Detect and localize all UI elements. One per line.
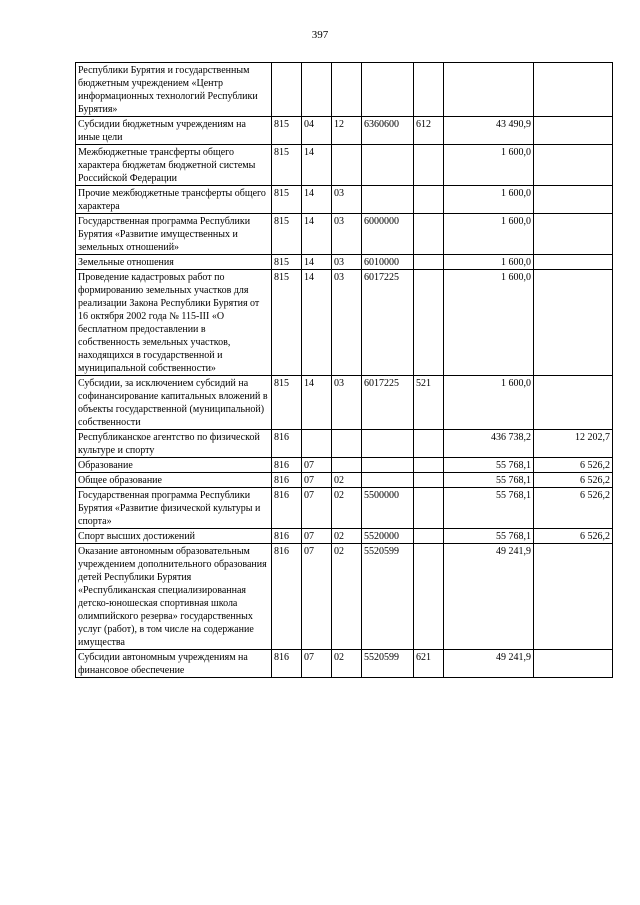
table-row [76, 145, 613, 186]
row-amount: 1 600,0 [444, 255, 534, 270]
row-expense-code: 521 [414, 376, 444, 430]
row-amount: 1 600,0 [444, 270, 534, 376]
row-target-code: 6017225 [362, 270, 414, 376]
row-ministry-code: 816 [272, 650, 302, 678]
row-amount: 55 768,1 [444, 458, 534, 473]
row-amount-2: 6 526,2 [534, 488, 613, 529]
row-amount: 55 768,1 [444, 473, 534, 488]
row-amount: 436 738,2 [444, 430, 534, 458]
row-subsection-code [332, 430, 362, 458]
row-amount: 55 768,1 [444, 529, 534, 544]
row-amount: 49 241,9 [444, 544, 534, 650]
row-ministry-code: 816 [272, 473, 302, 488]
row-subsection-code: 02 [332, 529, 362, 544]
table-row [76, 63, 613, 117]
table-row [76, 186, 613, 214]
row-subsection-code: 03 [332, 214, 362, 255]
row-amount: 49 241,9 [444, 650, 534, 678]
row-subsection-code: 02 [332, 544, 362, 650]
row-subsection-code: 12 [332, 117, 362, 145]
row-section-code: 04 [302, 117, 332, 145]
row-target-code: 5520599 [362, 544, 414, 650]
table-row [76, 473, 613, 488]
row-amount-2: 6 526,2 [534, 473, 613, 488]
table-row [76, 529, 613, 544]
row-section-code: 14 [302, 186, 332, 214]
row-amount: 55 768,1 [444, 488, 534, 529]
row-name: Субсидии бюджетным учреждениям на иные цели [76, 117, 272, 145]
row-expense-code [414, 214, 444, 255]
row-name: Субсидии, за исключением субсидий на софинансирование капитальных вложений в объекты государственной (муниципальной) собственности [76, 376, 272, 430]
row-target-code: 6000000 [362, 214, 414, 255]
row-section-code: 07 [302, 544, 332, 650]
row-name: Проведение кадастровых работ по формированию земельных участков для реализации Закона Республики Бурятия от 16 октября 2002 года № 115-III «О бесплатном предоставлении в собственность земельных участков, находящихся в государственной и муниципальной собственности» [76, 270, 272, 376]
row-name: Прочие межбюджетные трансферты общего характера [76, 186, 272, 214]
row-name: Государственная программа Республики Бурятия «Развитие имущественных и земельных отношений» [76, 214, 272, 255]
row-expense-code [414, 529, 444, 544]
row-amount-2 [534, 255, 613, 270]
row-section-code: 07 [302, 650, 332, 678]
row-target-code [362, 430, 414, 458]
row-target-code: 5520000 [362, 529, 414, 544]
row-ministry-code: 815 [272, 270, 302, 376]
page-number: 397 [311, 29, 329, 41]
row-amount-2 [534, 650, 613, 678]
row-amount-2: 6 526,2 [534, 458, 613, 473]
row-ministry-code: 815 [272, 186, 302, 214]
row-ministry-code: 816 [272, 430, 302, 458]
table-row [76, 376, 613, 430]
row-amount-2 [534, 270, 613, 376]
row-name: Оказание автономным образовательным учреждением дополнительного образования детей Республики Бурятия «Республиканская специализированная детско-юношеская спортивная школа олимпийского резерва» государственных услуг (работ), в том числе на содержание имущества [76, 544, 272, 650]
row-amount-2 [534, 214, 613, 255]
row-amount: 43 490,9 [444, 117, 534, 145]
row-subsection-code: 02 [332, 488, 362, 529]
row-expense-code [414, 473, 444, 488]
row-subsection-code: 03 [332, 255, 362, 270]
row-expense-code [414, 544, 444, 650]
row-target-code [362, 458, 414, 473]
row-target-code [362, 145, 414, 186]
row-section-code: 07 [302, 488, 332, 529]
row-expense-code [414, 63, 444, 117]
row-expense-code [414, 458, 444, 473]
table-row [76, 430, 613, 458]
row-amount [444, 63, 534, 117]
row-name: Земельные отношения [76, 255, 272, 270]
row-name: Республиканское агентство по физической культуре и спорту [76, 430, 272, 458]
row-ministry-code: 815 [272, 145, 302, 186]
row-expense-code: 612 [414, 117, 444, 145]
row-ministry-code: 815 [272, 214, 302, 255]
row-ministry-code: 815 [272, 117, 302, 145]
row-name: Республики Бурятия и государственным бюджетным учреждением «Центр информационных технологий Республики Бурятия» [76, 63, 272, 117]
row-amount-2 [534, 63, 613, 117]
row-amount-2 [534, 544, 613, 650]
row-ministry-code: 816 [272, 488, 302, 529]
row-name: Межбюджетные трансферты общего характера бюджетам бюджетной системы Российской Федерации [76, 145, 272, 186]
table-row [76, 544, 613, 650]
row-section-code: 07 [302, 473, 332, 488]
row-amount-2: 6 526,2 [534, 529, 613, 544]
row-target-code [362, 186, 414, 214]
row-ministry-code: 815 [272, 376, 302, 430]
row-amount: 1 600,0 [444, 186, 534, 214]
row-section-code: 14 [302, 214, 332, 255]
row-amount-2 [534, 186, 613, 214]
row-subsection-code [332, 63, 362, 117]
row-ministry-code: 815 [272, 255, 302, 270]
row-target-code: 5520599 [362, 650, 414, 678]
row-ministry-code: 816 [272, 544, 302, 650]
row-expense-code [414, 488, 444, 529]
row-section-code: 14 [302, 270, 332, 376]
row-subsection-code: 03 [332, 376, 362, 430]
row-ministry-code: 816 [272, 529, 302, 544]
row-expense-code [414, 186, 444, 214]
row-subsection-code: 02 [332, 473, 362, 488]
row-target-code: 6010000 [362, 255, 414, 270]
row-amount: 1 600,0 [444, 376, 534, 430]
row-subsection-code [332, 145, 362, 186]
row-ministry-code: 816 [272, 458, 302, 473]
row-section-code: 07 [302, 458, 332, 473]
row-expense-code [414, 430, 444, 458]
table-row [76, 214, 613, 255]
row-subsection-code [332, 458, 362, 473]
row-target-code [362, 63, 414, 117]
row-amount: 1 600,0 [444, 145, 534, 186]
row-section-code [302, 430, 332, 458]
row-section-code: 14 [302, 255, 332, 270]
row-name: Субсидии автономным учреждениям на финансовое обеспечение [76, 650, 272, 678]
row-amount-2 [534, 376, 613, 430]
row-name: Общее образование [76, 473, 272, 488]
row-ministry-code [272, 63, 302, 117]
row-expense-code [414, 270, 444, 376]
row-name: Образование [76, 458, 272, 473]
row-name: Государственная программа Республики Бурятия «Развитие физической культуры и спорта» [76, 488, 272, 529]
table-row [76, 650, 613, 678]
row-target-code: 6360600 [362, 117, 414, 145]
table-row [76, 270, 613, 376]
row-section-code: 14 [302, 145, 332, 186]
budget-table [75, 62, 613, 678]
row-expense-code [414, 255, 444, 270]
row-subsection-code: 02 [332, 650, 362, 678]
row-target-code [362, 473, 414, 488]
row-subsection-code: 03 [332, 270, 362, 376]
row-expense-code [414, 145, 444, 186]
row-section-code: 07 [302, 529, 332, 544]
row-section-code: 14 [302, 376, 332, 430]
table-row [76, 488, 613, 529]
row-name: Спорт высших достижений [76, 529, 272, 544]
table-row [76, 458, 613, 473]
row-amount: 1 600,0 [444, 214, 534, 255]
row-target-code: 5500000 [362, 488, 414, 529]
table-row [76, 117, 613, 145]
row-amount-2: 12 202,7 [534, 430, 613, 458]
row-target-code: 6017225 [362, 376, 414, 430]
row-subsection-code: 03 [332, 186, 362, 214]
table-row [76, 255, 613, 270]
row-section-code [302, 63, 332, 117]
row-expense-code: 621 [414, 650, 444, 678]
row-amount-2 [534, 145, 613, 186]
row-amount-2 [534, 117, 613, 145]
